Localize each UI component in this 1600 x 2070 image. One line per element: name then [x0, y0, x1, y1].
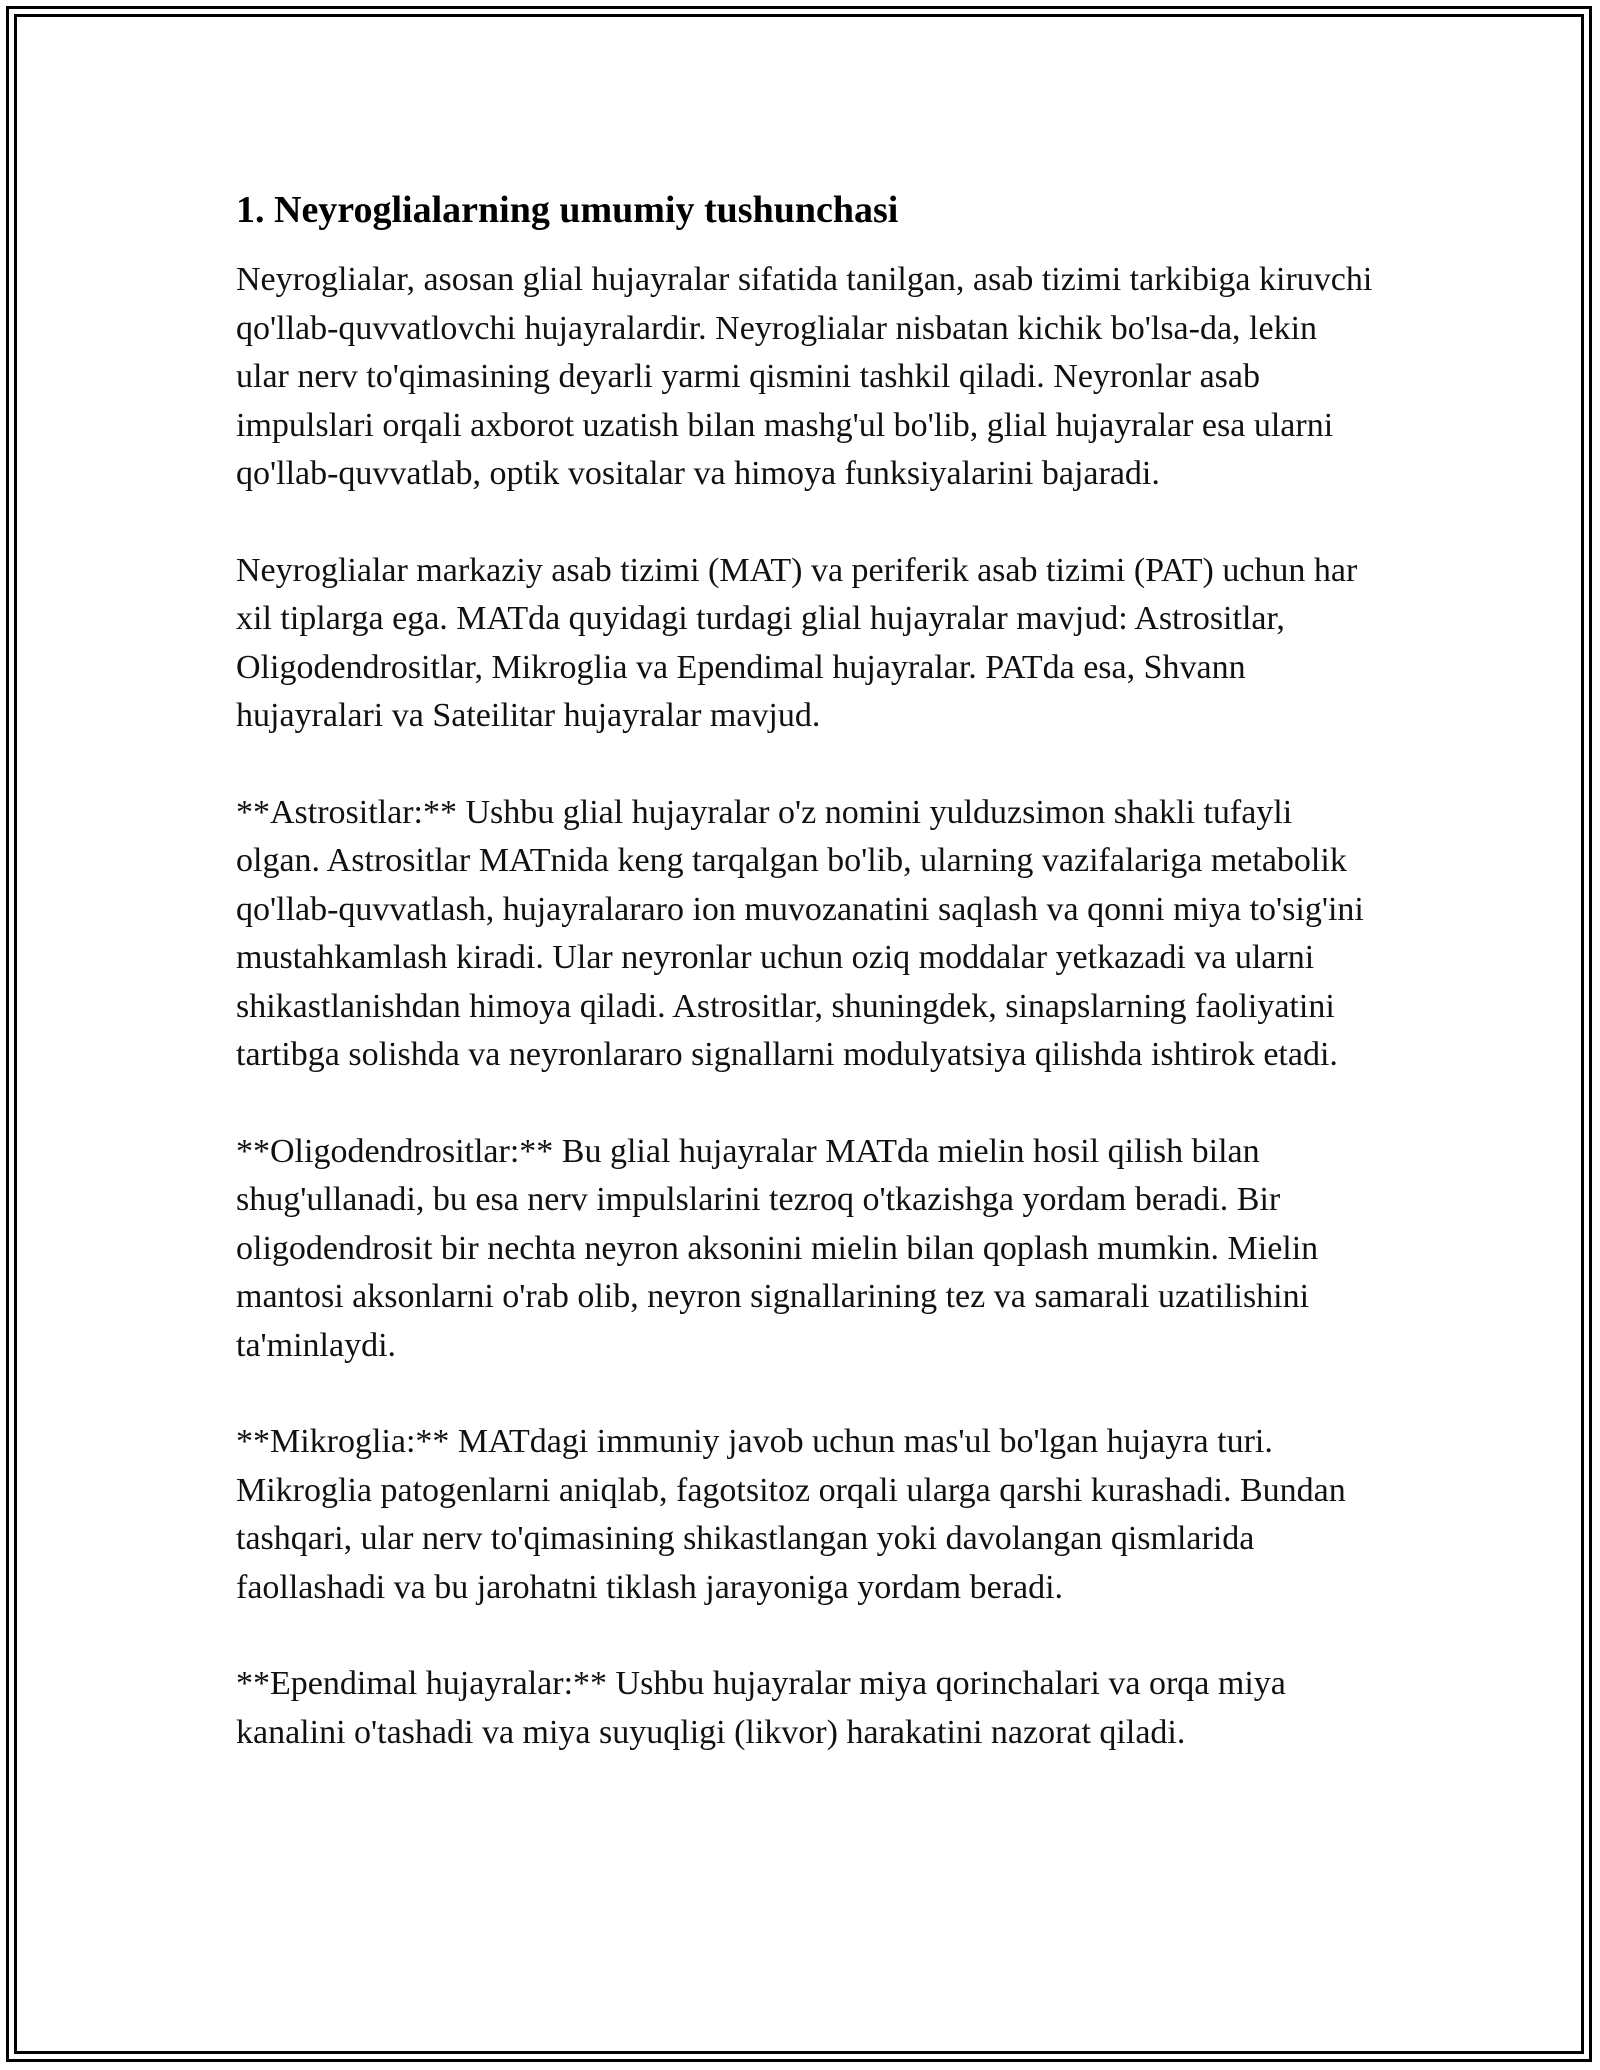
paragraph-astrocytes: **Astrositlar:** Ushbu glial hujayralar o'z nomini yulduzsimon shakli tufayli olgan. Astrositlar MATnida keng tarqalgan bo'lib, ularning vazifalariga metabolik qo'llab-quvvatlash, hujayralararo ion muvozanatini saqlash va qonni miya to'sig'ini mustahkamlash kiradi. Ular neyronlar uchun oziq moddalar yetkazadi va ularni shikastlanishdan himoya qiladi. Astrositlar, shuningdek, sinapslarning faoliyatini tartibga solishda va neyronlararo signallarni modulyatsiya qilishda ishtirok etadi. [236, 793, 1364, 1073]
paragraph-oligodendrocytes: **Oligodendrositlar:** Bu glial hujayralar MATda mielin hosil qilish bilan shug'ullanadi, bu esa nerv impulslarini tezroq o'tkazishga yordam beradi. Bir oligodendrosit bir nechta neyron aksonini mielin bilan qoplash mumkin. Mielin mantosi aksonlarni o'rab olib, neyron signallarining tez va samarali uzatilishini ta'minlaydi. [236, 1132, 1319, 1364]
paragraph-microglia: **Mikroglia:** MATdagi immuniy javob uchun mas'ul bo'lgan hujayra turi. Mikroglia patogenlarni aniqlab, fagotsitoz orqali ularga qarshi kurashadi. Bundan tashqari, ular nerv to'qimasining shikastlangan yoki davolangan qismlarida faollashadi va bu jarohatni tiklash jarayoniga yordam beradi. [236, 1423, 1346, 1606]
paragraph-types: Neyroglialar markaziy asab tizimi (MAT) va periferik asab tizimi (PAT) uchun har xil tiplarga ega. MATda quyidagi turdagi glial hujayralar mavjud: Astrositlar, Oligodendrositlar, Mikroglia va Ependimal hujayralar. PATda esa, Shvann hujayralari va Sateilitar hujayralar mavjud. [236, 551, 1358, 734]
paragraph-ependymal: **Ependimal hujayralar:** Ushbu hujayralar miya qorinchalari va orqa miya kanalini o'tashadi va miya suyuqligi (likvor) harakatini nazorat qiladi. [236, 1665, 1286, 1751]
document-body [236, 186, 1376, 1757]
section-heading: 1. Neyroglialarning umumiy tushunchasi [236, 189, 899, 231]
paragraph-intro: Neyroglialar, asosan glial hujayralar sifatida tanilgan, asab tizimi tarkibiga kiruvchi qo'llab-quvvatlovchi hujayralardir. Neyroglialar nisbatan kichik bo'lsa-da, lekin ular nerv to'qimasining deyarli yarmi qismini tashkil qiladi. Neyronlar asab impulslari orqali axborot uzatish bilan mashg'ul bo'lib, glial hujayralar esa ularni qo'llab-quvvatlab, optik vositalar va himoya funksiyalarini bajaradi. [236, 261, 1373, 492]
